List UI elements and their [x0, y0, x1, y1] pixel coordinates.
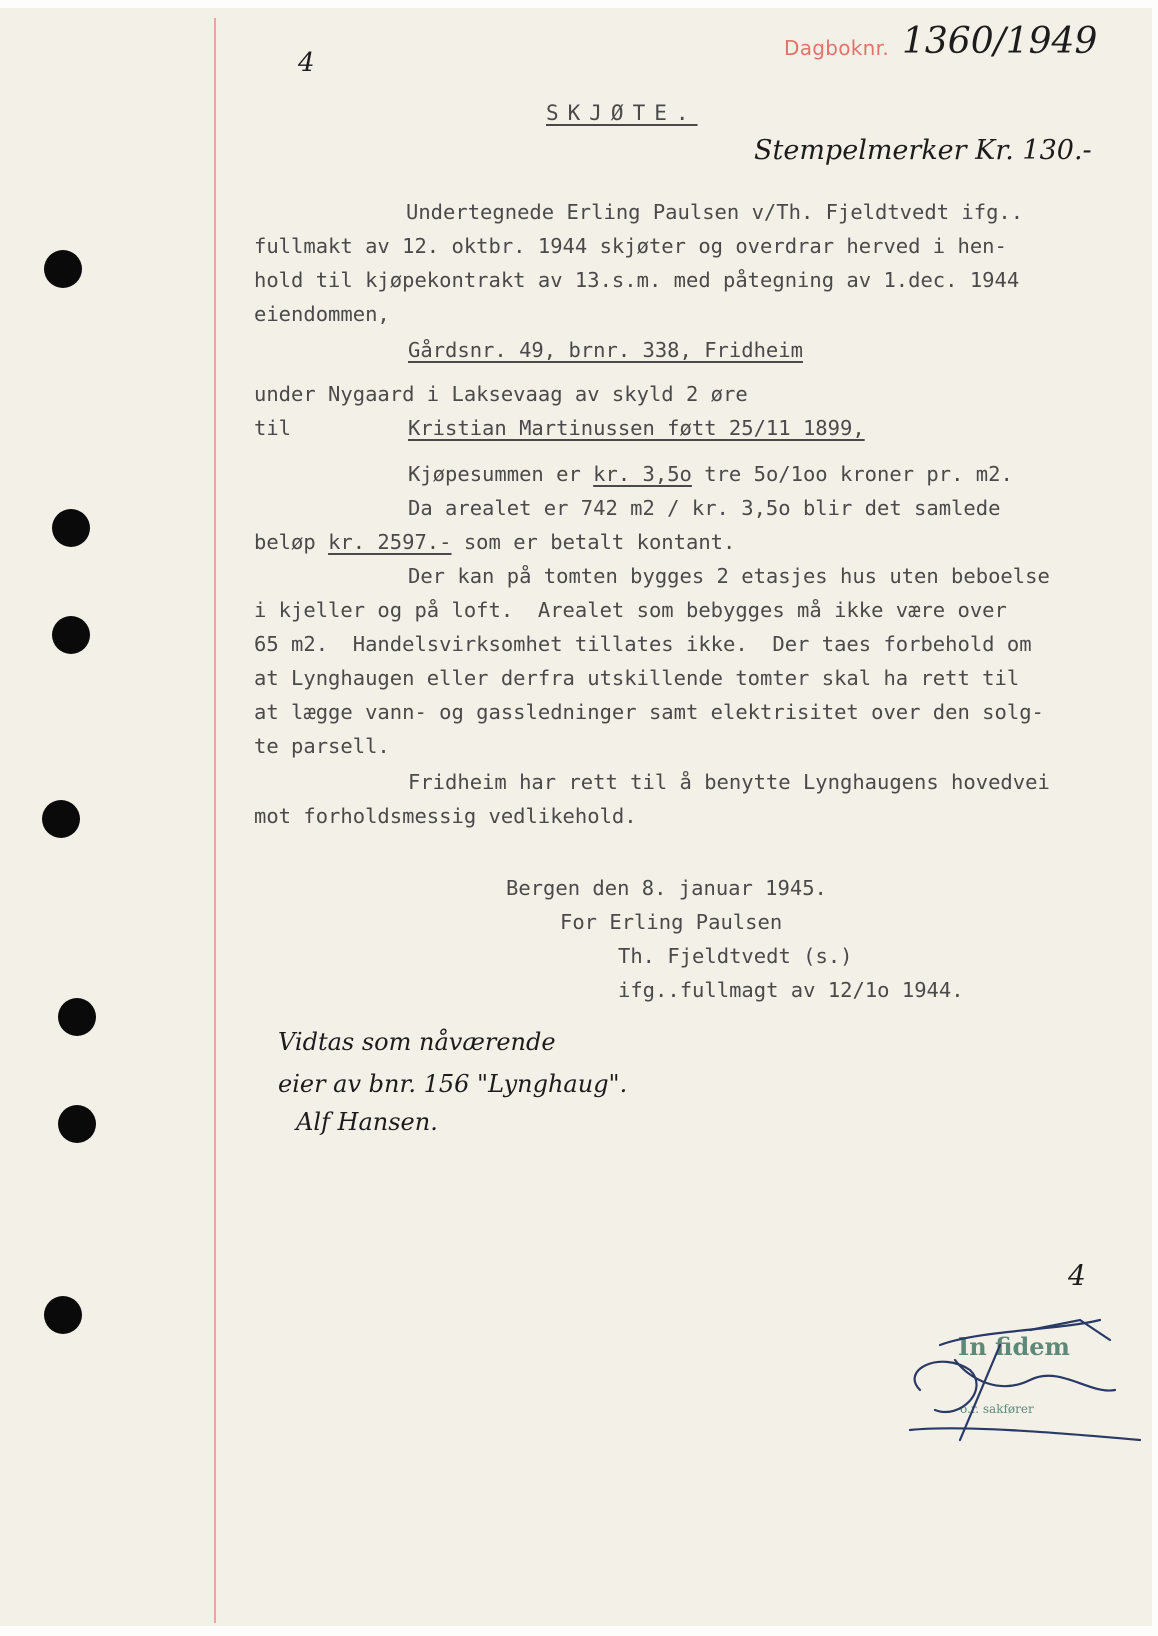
bottom-page-mark: 4 — [1068, 1259, 1086, 1292]
stamp-duty-note: Stempelmerker Kr. 130.- — [754, 135, 1092, 166]
total-amount: kr. 2597.- — [328, 530, 452, 554]
body-line: 65 m2. Handelsvirksomhet tillates ikke. Der taes forbehold om — [254, 632, 1032, 656]
stamp-title: o.r. sakfører — [960, 1402, 1034, 1416]
dagbok-label: Dagboknr. — [784, 36, 889, 60]
body-line: under Nygaard i Laksevaag av skyld 2 øre — [254, 382, 748, 406]
document-title: SKJØTE. — [546, 101, 698, 125]
body-line: Der kan på tomten bygges 2 etasjes hus uten beboelse — [408, 564, 1050, 588]
total-amount-text: som er betalt kontant. — [451, 530, 736, 554]
handwritten-signature: Alf Hansen. — [296, 1108, 438, 1136]
purchase-price: kr. 3,5o — [593, 462, 692, 486]
body-line: i kjeller og på loft. Arealet som bebygges må ikke være over — [254, 598, 1007, 622]
purchase-price-text: tre 5o/1oo kroner pr. m2. — [691, 462, 1013, 486]
property-id: Gårdsnr. 49, brnr. 338, Fridheim — [408, 338, 803, 362]
handwritten-note-line: Vidtas som nåværende — [278, 1028, 556, 1056]
body-line: mot forholdsmessig vedlikehold. — [254, 804, 637, 828]
signatory-line: Th. Fjeldtvedt (s.) — [618, 944, 853, 968]
body-line: til — [254, 416, 292, 440]
purchase-price-label: Kjøpesummen er — [408, 462, 594, 486]
signatory-line: ifg..fullmagt av 12/1o 1944. — [618, 978, 964, 1002]
body-line: hold til kjøpekontrakt av 13.s.m. med påtegning av 1.dec. 1944 — [254, 268, 1020, 292]
body-line: fullmakt av 12. oktbr. 1944 skjøter og overdrar herved i hen- — [254, 234, 1007, 258]
body-line: Fridheim har rett til å benytte Lynghaugens hovedvei — [408, 770, 1050, 794]
body-line: eiendommen, — [254, 302, 390, 326]
dagbok-number: 1360/1949 — [902, 21, 1098, 62]
handwritten-note-line: eier av bnr. 156 "Lynghaug". — [278, 1070, 628, 1098]
signatory-line: For Erling Paulsen — [560, 910, 783, 934]
body-line: at Lynghaugen eller derfra utskillende tomter skal ha rett til — [254, 666, 1020, 690]
page-mark: 4 — [298, 48, 315, 78]
body-line: Da arealet er 742 m2 / kr. 3,5o blir det samlede — [408, 496, 1001, 520]
body-line: Undertegnede Erling Paulsen v/Th. Fjeldtvedt ifg.. — [406, 200, 1024, 224]
place-date: Bergen den 8. januar 1945. — [506, 876, 827, 900]
stamp-in-fidem: In fidem — [958, 1332, 1070, 1361]
total-amount-label: beløp — [254, 530, 329, 554]
body-line: at lægge vann- og gassledninger samt elektrisitet over den solg- — [254, 700, 1044, 724]
buyer-name: Kristian Martinussen føtt 25/11 1899, — [408, 416, 865, 440]
body-line: te parsell. — [254, 734, 390, 758]
